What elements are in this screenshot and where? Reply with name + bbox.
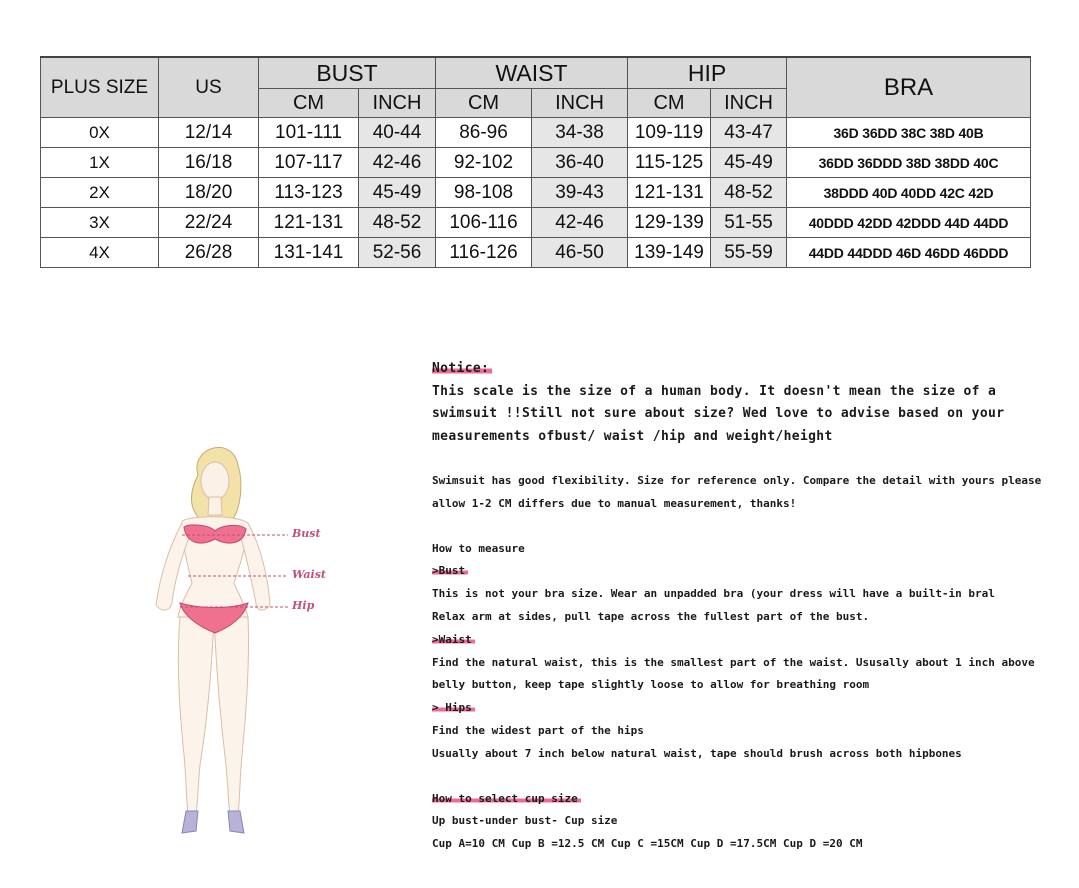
bust-inch-cell: 48-52 (359, 208, 436, 238)
bra-cell: 38DDD 40D 40DD 42C 42D (787, 178, 1031, 208)
header-hip: HIP (628, 57, 787, 89)
bust-cm-cell: 121-131 (259, 208, 359, 238)
cup-line-1: Up bust-under bust- Cup size (432, 814, 618, 828)
bust-cm-cell: 101-111 (259, 118, 359, 148)
size-cell: 2X (41, 178, 159, 208)
waist-cm-cell: 116-126 (436, 238, 532, 268)
size-cell: 1X (41, 148, 159, 178)
header-hip-inch: INCH (711, 89, 787, 118)
header-us: US (159, 57, 259, 118)
size-cell: 3X (41, 208, 159, 238)
bust-inch-cell: 45-49 (359, 178, 436, 208)
size-chart-table (40, 56, 1031, 268)
waist-section-title: >Waist (432, 633, 475, 646)
waist-inch-cell: 42-46 (532, 208, 628, 238)
flex-line-2: allow 1-2 CM differs due to manual measurement, thanks! (432, 496, 797, 510)
waist-inch-cell: 34-38 (532, 118, 628, 148)
bust-inch-cell: 52-56 (359, 238, 436, 268)
woman-illustration (120, 435, 360, 835)
table-row (41, 148, 1031, 178)
header-plus-size: PLUS SIZE (41, 57, 159, 118)
size-cell: 4X (41, 238, 159, 268)
hip-cm-cell: 129-139 (628, 208, 711, 238)
table-row (41, 178, 1031, 208)
us-cell: 22/24 (159, 208, 259, 238)
us-cell: 18/20 (159, 178, 259, 208)
header-waist: WAIST (436, 57, 628, 89)
header-bust-inch: INCH (359, 89, 436, 118)
header-hip-cm: CM (628, 89, 711, 118)
notice-title: Notice: (432, 361, 492, 376)
header-waist-inch: INCH (532, 89, 628, 118)
hip-cm-cell: 121-131 (628, 178, 711, 208)
notice-line-1: This scale is the size of a human body. It doesn't mean the size of a (432, 383, 997, 399)
header-bust: BUST (259, 57, 436, 89)
waist-inch-cell: 36-40 (532, 148, 628, 178)
waist-inch-cell: 46-50 (532, 238, 628, 268)
how-to-measure-title: How to measure (432, 541, 525, 555)
table-row (41, 118, 1031, 148)
table-row (41, 208, 1031, 238)
hip-inch-cell: 55-59 (711, 238, 787, 268)
bust-cm-cell: 131-141 (259, 238, 359, 268)
hip-cm-cell: 139-149 (628, 238, 711, 268)
waist-label: Waist (292, 568, 326, 581)
cup-size-title: How to select cup size (432, 792, 581, 805)
header-bust-cm: CM (259, 89, 359, 118)
hip-inch-cell: 45-49 (711, 148, 787, 178)
size-table-body (41, 118, 1031, 268)
hip-label: Hip (292, 599, 315, 612)
cup-line-2: Cup A=10 CM Cup B =12.5 CM Cup C =15CM Cup D =17.5CM Cup D =20 CM (432, 837, 863, 851)
header-waist-cm: CM (436, 89, 532, 118)
waist-cm-cell: 92-102 (436, 148, 532, 178)
hip-cm-cell: 115-125 (628, 148, 711, 178)
hip-inch-cell: 48-52 (711, 178, 787, 208)
hips-line-2: Usually about 7 inch below natural waist, tape should brush across both hipbones (432, 746, 962, 760)
bust-section-title: >Bust (432, 564, 468, 577)
us-cell: 16/18 (159, 148, 259, 178)
flex-line-1: Swimsuit has good flexibility. Size for reference only. Compare the detail with yours please (432, 474, 1042, 487)
bra-cell: 36D 36DD 38C 38D 40B (787, 118, 1031, 148)
hip-cm-cell: 109-119 (628, 118, 711, 148)
bust-label: Bust (292, 527, 321, 540)
waist-cm-cell: 86-96 (436, 118, 532, 148)
hip-inch-cell: 43-47 (711, 118, 787, 148)
hips-section-title: > Hips (432, 701, 475, 714)
header-bra: BRA (787, 57, 1031, 118)
notice-line-3: measurements ofbust/ waist /hip and weight/height (432, 428, 833, 444)
bust-line-2: Relax arm at sides, pull tape across the fullest part of the bust. (432, 609, 870, 623)
us-cell: 26/28 (159, 238, 259, 268)
bra-cell: 36DD 36DDD 38D 38DD 40C (787, 148, 1031, 178)
hip-inch-cell: 51-55 (711, 208, 787, 238)
size-cell: 0X (41, 118, 159, 148)
waist-inch-cell: 39-43 (532, 178, 628, 208)
bust-cm-cell: 107-117 (259, 148, 359, 178)
bust-cm-cell: 113-123 (259, 178, 359, 208)
waist-cm-cell: 106-116 (436, 208, 532, 238)
body-measurement-figure (120, 435, 360, 835)
waist-line-1: Find the natural waist, this is the smallest part of the waist. Ususally about 1 inch above (432, 655, 1035, 669)
bust-inch-cell: 42-46 (359, 148, 436, 178)
bra-cell: 44DD 44DDD 46D 46DD 46DDD (787, 238, 1031, 268)
bust-inch-cell: 40-44 (359, 118, 436, 148)
waist-line-2: belly button, keep tape slightly loose to allow for breathing room (432, 678, 870, 692)
table-row (41, 238, 1031, 268)
us-cell: 12/14 (159, 118, 259, 148)
bra-cell: 40DDD 42DD 42DDD 44D 44DD (787, 208, 1031, 238)
hips-line-1: Find the widest part of the hips (432, 723, 644, 737)
measurement-notes (432, 358, 1042, 856)
bust-line-1: This is not your bra size. Wear an unpadded bra (your dress will have a built-in bral (432, 587, 995, 601)
waist-cm-cell: 98-108 (436, 178, 532, 208)
notice-line-2: swimsuit !!Still not sure about size? Wed love to advise based on your (432, 406, 1005, 421)
